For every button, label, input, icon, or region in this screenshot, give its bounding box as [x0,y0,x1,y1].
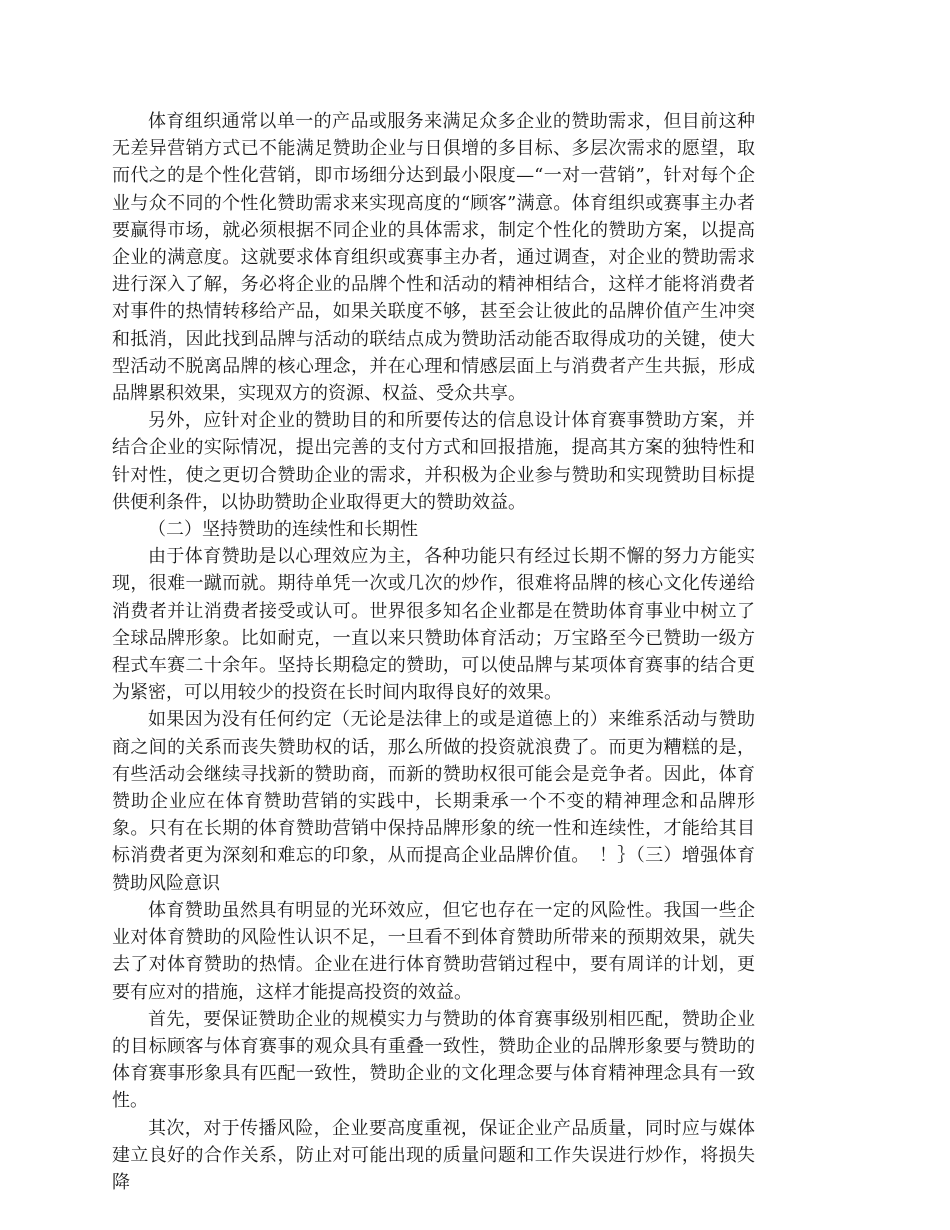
paragraph-risk-awareness: 体育赞助虽然具有明显的光环效应，但它也存在一定的风险性。我国一些企业对体育赞助的风险性认识不足，一旦看不到体育赞助所带来的预期效果，就失去了对体育赞助的热情。企业在进行体育赞助营销过程中，要有周详的计划，更要有应对的措施，这样才能提高投资的效益。 [112,899,755,1003]
document-body [112,108,755,1196]
paragraph-communication-risk: 其次，对于传播风险，企业要高度重视，保证企业产品质量，同时应与媒体建立良好的合作关系，防止对可能出现的质量问题和工作失误进行炒作，将损失降 [112,1117,755,1193]
paragraph-sponsorship-rights: 如果因为没有任何约定（无论是法律上的或是道德上的）来维系活动与赞助商之间的关系而丧失赞助权的话，那么所做的投资就浪费了。而更为糟糕的是，有些活动会继续寻找新的赞助商，而新的赞助权很可能会是竞争者。因此，体育赞助企业应在体育赞助营销的实践中，长期秉承一个不变的精神理念和品牌形象。只有在长期的体育赞助营销中保持品牌形象的统一性和连续性，才能给其目标消费者更为深刻和难忘的印象，从而提高企业品牌价值。 ！｝（三）增强体育赞助风险意识 [112,709,755,894]
section-heading-continuity: （二）坚持赞助的连续性和长期性 [148,519,418,541]
paragraph-sponsorship-plan-design: 另外，应针对企业的赞助目的和所要传达的信息设计体育赛事赞助方案，并结合企业的实际情况，提出完善的支付方式和回报措施，提高其方案的独特性和针对性，使之更切合赞助企业的需求，并积极为企业参与赞助和实现赞助目标提供便利条件，以协助赞助企业取得更大的赞助效益。 [112,410,755,513]
paragraph-long-term-sponsorship: 由于体育赞助是以心理效应为主，各种功能只有经过长期不懈的努力方能实现，很难一蹴而就。期待单凭一次或几次的炒作，很难将品牌的核心文化传递给消费者并让消费者接受或认可。世界很多知名企业都是在赞助体育事业中树立了全球品牌形象。比如耐克，一直以来只赞助体育活动；万宝路至今已赞助一级方程式车赛二十余年。坚持长期稳定的赞助，可以使品牌与某项体育赛事的结合更为紧密，可以用较少的投资在长时间内取得良好的效果。 [112,546,755,704]
paragraph-personalized-sponsorship: 体育组织通常以单一的产品或服务来满足众多企业的赞助需求，但目前这种无差异营销方式已不能满足赞助企业与日俱增的多目标、多层次需求的愿望，取而代之的是个性化营销，即市场细分达到最小限度—“一对一营销”，针对每个企业与众不同的个性化赞助需求来实现高度的“顾客”满意。体育组织或赛事主办者要赢得市场，就必须根据不同企业的具体需求，制定个性化的赞助方案，以提高企业的满意度。这就要求体育组织或赛事主办者，通过调查，对企业的赞助需求进行深入了解，务必将企业的品牌个性和活动的精神相结合，这样才能将消费者对事件的热情转移给产品，如果关联度不够，甚至会让彼此的品牌价值产生冲突和抵消，因此找到品牌与活动的联结点成为赞助活动能否取得成功的关键，使大型活动不脱离品牌的核心理念，并在心理和情感层面上与消费者产生共振，形成品牌累积效果，实现双方的资源、权益、受众共享。 [112,111,755,405]
paragraph-matching-consistency: 首先，要保证赞助企业的规模实力与赞助的体育赛事级别相匹配，赞助企业的目标顾客与体育赛事的观众具有重叠一致性，赞助企业的品牌形象要与赞助的体育赛事形象具有匹配一致性，赞助企业的文化理念要与体育精神理念具有一致性。 [112,1008,755,1112]
